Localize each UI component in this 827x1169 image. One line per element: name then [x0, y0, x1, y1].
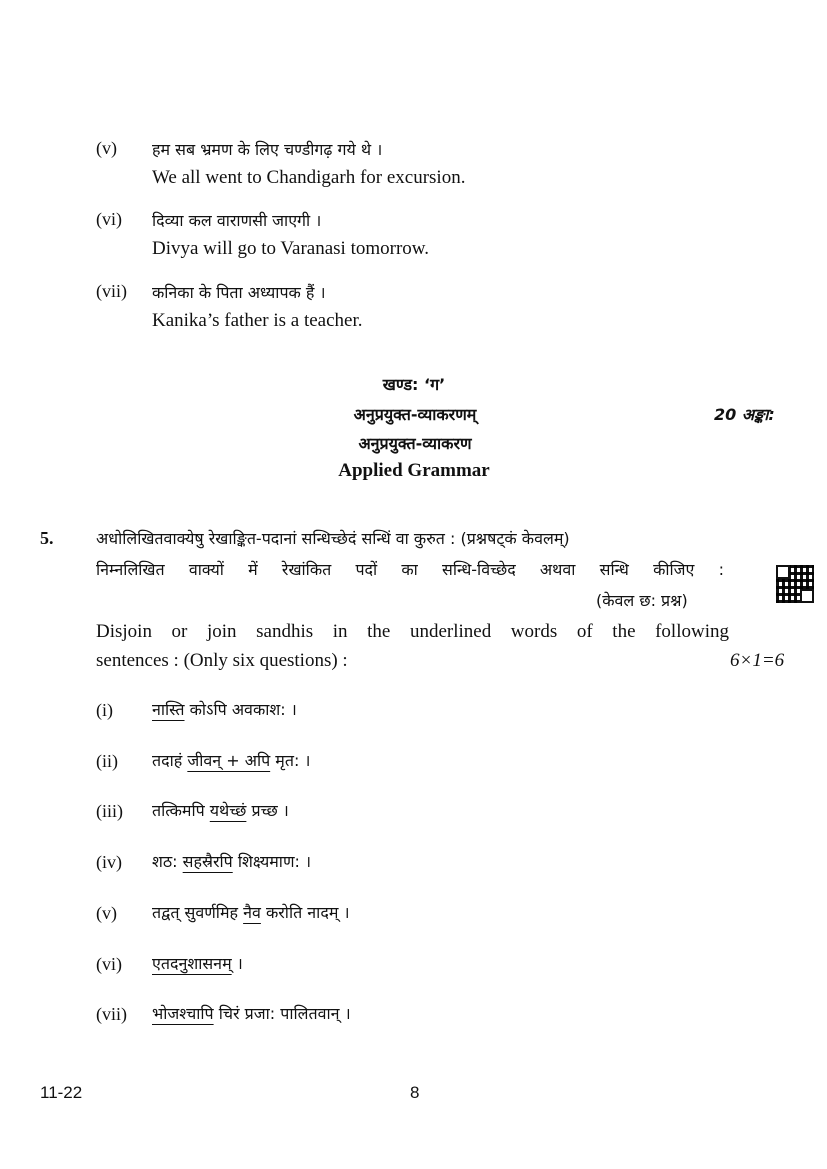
english-sentence: Divya will go to Varanasi tomorrow.	[152, 238, 430, 259]
section-label: खण्ड: ‘ग’	[382, 375, 446, 394]
item-number: (vii)	[96, 1004, 127, 1024]
hindi-instruction: निम्नलिखित वाक्यों में रेखांकित पदों का सन्धि-विच्छेद अथवा सन्धि कीजिए :	[96, 560, 724, 579]
sanskrit-title: अनुप्रयुक्त-व्याकरणम्	[353, 405, 477, 424]
underlined-word: नैव	[243, 903, 261, 922]
hindi-sentence: हम सब भ्रमण के लिए चण्डीगढ़ गये थे ।	[152, 140, 383, 159]
question-number: 5.	[40, 528, 54, 548]
hindi-title: अनुप्रयुक्त-व्याकरण	[358, 434, 472, 453]
sentence: तदाहं जीवन् + अपि मृत: ।	[152, 751, 311, 770]
hindi-sentence: कनिका के पिता अध्यापक हैं ।	[152, 283, 326, 302]
sentence: तद्वत् सुवर्णमिह नैव करोति नादम् ।	[152, 903, 350, 922]
sentence: नास्ति कोऽपि अवकाश: ।	[152, 700, 297, 719]
item-number: (i)	[96, 700, 113, 720]
hindi-sentence: दिव्या कल वाराणसी जाएगी ।	[152, 211, 322, 230]
qr-code-icon	[776, 565, 814, 603]
question-marks: 6×1=6	[730, 650, 785, 671]
underlined-word: भोजश्चापि	[152, 1004, 214, 1023]
sentence: एतदनुशासनम् ।	[152, 954, 243, 973]
underlined-word: नास्ति	[152, 700, 185, 719]
sentence: तत्किमपि यथेच्छं प्रच्छ ।	[152, 801, 289, 820]
underlined-word: एतदनुशासनम्	[152, 954, 232, 973]
sanskrit-instruction: अधोलिखितवाक्येषु रेखाङ्कित-पदानां सन्धिच्छेदं सन्धिं वा कुरुत : (प्रश्नषट्कं केवलम्)	[96, 529, 570, 548]
item-number: (v)	[96, 903, 117, 923]
underlined-word: सहस्रैरपि	[182, 852, 233, 871]
page-number: 8	[410, 1083, 420, 1102]
english-title: Applied Grammar	[338, 460, 490, 481]
underlined-word: यथेच्छं	[209, 801, 247, 820]
sentence: भोजश्चापि चिरं प्रजा: पालितवान् ।	[152, 1004, 351, 1023]
item-number: (iv)	[96, 852, 122, 872]
item-number: (vi)	[96, 209, 122, 229]
section-marks: 20 अङ्का:	[714, 405, 775, 424]
item-number: (iii)	[96, 801, 123, 821]
item-number: (ii)	[96, 751, 118, 771]
item-number: (v)	[96, 138, 117, 158]
sentence: शठ: सहस्रैरपि शिक्ष्यमाण: ।	[152, 852, 312, 871]
english-instruction: Disjoin or join sandhis in the underlined words of the following	[96, 621, 729, 642]
english-sentence: Kanika’s father is a teacher.	[152, 310, 363, 331]
item-number: (vii)	[96, 281, 127, 301]
paper-code: 11-22	[40, 1083, 83, 1102]
item-number: (vi)	[96, 954, 122, 974]
hindi-instruction-note: (केवल छ: प्रश्न)	[596, 591, 688, 610]
english-sentence: We all went to Chandigarh for excursion.	[152, 167, 466, 188]
english-instruction-cont: sentences : (Only six questions) :	[96, 650, 348, 671]
underlined-word: जीवन् + अपि	[187, 751, 271, 770]
